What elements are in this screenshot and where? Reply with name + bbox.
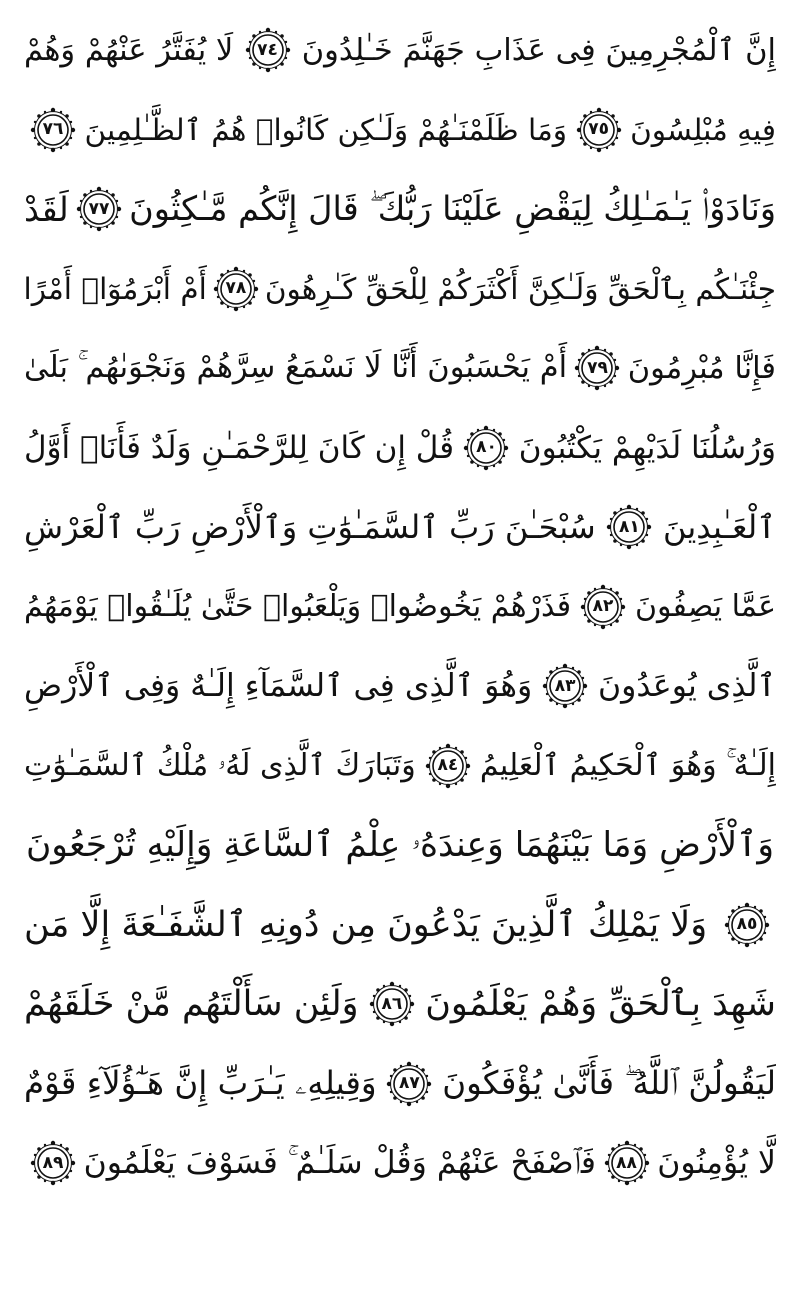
- verse-text: شَهِدَ بِٱلْحَقِّ وَهُمْ يَعْلَمُونَ: [425, 984, 776, 1024]
- verse-text: فِيهِ مُبْلِسُونَ: [630, 112, 776, 147]
- text-line: [24, 249, 776, 329]
- text-line: [24, 964, 776, 1044]
- verse-text: سُبْحَـٰنَ رَبِّ ٱلسَّمَـٰوَٰتِ وَٱلْأَرْضِ رَبِّ ٱلْعَرْشِ: [24, 508, 596, 546]
- ayah-marker: [606, 504, 652, 550]
- verse-text: أَمْ يَحْسَبُونَ أَنَّا لَا نَسْمَعُ سِرَّهُمْ وَنَجْوَىٰهُم ۚ بَلَىٰ: [24, 350, 568, 385]
- ayah-marker: [724, 902, 770, 948]
- verse-text: ٱلْعَـٰبِدِينَ: [662, 508, 776, 546]
- verse-text: وَٱلْأَرْضِ وَمَا بَيْنَهُمَا وَعِندَهُۥ عِلْمُ ٱلسَّاعَةِ وَإِلَيْهِ تُرْجَعُونَ: [25, 825, 775, 865]
- text-line: [24, 1044, 776, 1124]
- verse-text: لَا يُفَتَّرُ عَنْهُمْ وَهُمْ: [24, 32, 234, 68]
- ayah-number: ٨٧: [399, 1073, 420, 1093]
- text-line: [24, 169, 776, 249]
- ayah-number: ٧٤: [257, 39, 278, 60]
- ayah-marker: [580, 584, 626, 630]
- mushaf-page: [24, 8, 776, 1288]
- verse-text: لَّا يُؤْمِنُونَ: [657, 1145, 776, 1181]
- ayah-marker: [542, 663, 588, 709]
- text-line: [24, 408, 776, 488]
- ayah-number: ٧٨: [225, 278, 247, 298]
- text-line: [24, 328, 776, 408]
- verse-text: إِنَّ ٱلْمُجْرِمِينَ فِى عَذَابِ جَهَنَّمَ خَـٰلِدُونَ: [301, 32, 776, 68]
- ayah-marker: [576, 107, 622, 153]
- verse-text: وَنَادَوْا۟ يَـٰمَـٰلِكُ لِيَقْضِ عَلَيْنَا رَبُّكَ ۖ قَالَ إِنَّكُم مَّـٰكِثُونَ: [129, 189, 776, 228]
- verse-text: فَٱصْفَحْ عَنْهُمْ وَقُلْ سَلَـٰمٌ ۚ فَسَوْفَ يَعْلَمُونَ: [83, 1144, 596, 1181]
- ayah-number: ٨٨: [616, 1152, 637, 1173]
- ayah-number: ٧٥: [588, 119, 609, 139]
- text-line: [24, 805, 776, 885]
- ayah-number: ٧٦: [42, 119, 64, 139]
- verse-text: وَتَبَارَكَ ٱلَّذِى لَهُۥ مُلْكُ ٱلسَّمَـٰوَٰتِ: [24, 748, 416, 783]
- ayah-marker: [245, 27, 291, 73]
- verse-text: جِئْنَـٰكُم بِٱلْحَقِّ وَلَـٰكِنَّ أَكْثَرَكُمْ لِلْحَقِّ كَـٰرِهُونَ: [264, 271, 776, 306]
- ayah-marker: [425, 743, 471, 789]
- ayah-marker: [386, 1061, 432, 1107]
- ayah-marker: [463, 425, 509, 471]
- ayah-number: ٨٠: [476, 437, 497, 457]
- ayah-number: ٨١: [618, 516, 640, 537]
- verse-text: إِلَـٰهٌ ۚ وَهُوَ ٱلْحَكِيمُ ٱلْعَلِيمُ: [479, 748, 776, 783]
- ayah-marker: [369, 981, 415, 1027]
- ayah-number: ٨٩: [42, 1152, 64, 1173]
- ayah-number: ٧٩: [587, 357, 608, 378]
- verse-text: وَمَا ظَلَمْنَـٰهُمْ وَلَـٰكِن كَانُوا۟ هُمُ ٱلظَّـٰلِمِينَ: [84, 112, 568, 147]
- ayah-number: ٧٧: [88, 198, 110, 219]
- text-line: [24, 90, 776, 170]
- text-line: [24, 646, 776, 726]
- verse-text: قُلْ إِن كَانَ لِلرَّحْمَـٰنِ وَلَدٌ فَأَنَا۠ أَوَّلُ: [24, 429, 455, 466]
- ayah-marker: [213, 266, 259, 312]
- ayah-number: ٨٤: [437, 755, 459, 775]
- verse-text: وَرُسُلُنَا لَدَيْهِمْ يَكْتُبُونَ: [518, 429, 776, 466]
- ayah-marker: [30, 107, 76, 153]
- text-line: [24, 10, 776, 90]
- verse-text: لَيَقُولُنَّ ٱللَّهُ ۖ فَأَنَّىٰ يُؤْفَكُونَ: [442, 1064, 776, 1102]
- text-line: [24, 567, 776, 647]
- ayah-marker: [76, 186, 122, 232]
- verse-text: فَذَرْهُمْ يَخُوضُوا۟ وَيَلْعَبُوا۟ حَتَّىٰ يُلَـٰقُوا۟ يَوْمَهُمُ: [24, 589, 572, 624]
- ayah-number: ٨٣: [554, 675, 576, 696]
- verse-text: لَقَدْ: [24, 189, 69, 229]
- verse-text: ٱلَّذِى يُوعَدُونَ: [598, 668, 776, 704]
- verse-text: وَلَئِن سَأَلْتَهُم مَّنْ خَلَقَهُمْ: [24, 984, 359, 1024]
- verse-text: فَإِنَّا مُبْرِمُونَ: [627, 350, 776, 386]
- ayah-marker: [30, 1140, 76, 1186]
- ayah-marker: [574, 345, 620, 391]
- ayah-number: ٨٢: [592, 596, 614, 616]
- ayah-number: ٨٥: [736, 914, 758, 934]
- verse-text: وَقِيلِهِۦ يَـٰرَبِّ إِنَّ هَـٰٓؤُلَآءِ قَوْمٌ: [24, 1064, 377, 1102]
- ayah-number: ٨٦: [381, 993, 403, 1014]
- ayah-marker: [604, 1140, 650, 1186]
- text-line: [24, 487, 776, 567]
- verse-text: وَلَا يَمْلِكُ ٱلَّذِينَ يَدْعُونَ مِن دُونِهِ ٱلشَّفَـٰعَةَ إِلَّا مَن: [24, 904, 708, 945]
- verse-text: أَمْ أَبْرَمُوٓا۟ أَمْرًا: [24, 271, 207, 306]
- verse-text: وَهُوَ ٱلَّذِى فِى ٱلسَّمَآءِ إِلَـٰهٌ وَفِى ٱلْأَرْضِ: [24, 668, 533, 704]
- text-line: [24, 885, 776, 965]
- verse-text: عَمَّا يَصِفُونَ: [635, 589, 776, 624]
- text-line: [24, 1123, 776, 1203]
- text-line: [24, 726, 776, 806]
